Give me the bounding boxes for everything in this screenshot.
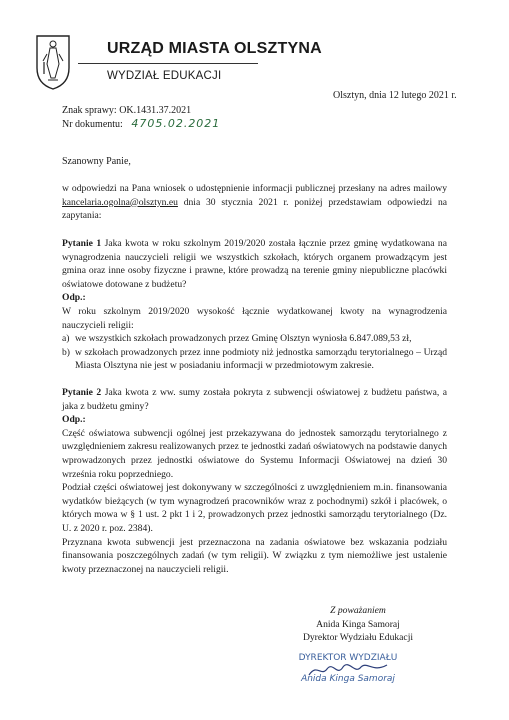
organization-name: URZĄD MIASTA OLSZTYNA [107, 40, 322, 57]
salutation: Szanowny Panie, [62, 156, 131, 167]
answer-2-paragraph-3: Przyznana kwota subwencji jest przeznaczona na zadania oświatowe bez wskazania podziału finansowania poszczególnych zadań (w tym religii). W związku z tym niemożliwe jest ustalenie kwoty przeznaczonej na nauczycieli religii. [62, 536, 447, 575]
signature-block [243, 604, 473, 645]
answer-2-paragraph-1: Część oświatowa subwencji ogólnej jest przekazywana do jednostek samorządu terytorialnego z uwzględnieniem zakresu realizowanych przez te jednostki zadań oświatowych na podstawie danych wprowadzonych przez jednostki oświatowe do Systemu Informacji Oświatowej na dzień 30 września roku poprzedniego. [62, 427, 447, 480]
answer-2-paragraph-2: Podział części oświatowej jest dokonywany w szczególności z uwzględnieniem m.in. finansowania wydatków bieżących (w tym wynagrodzeń pracowników wraz z pochodnymi) szkół i placówek, o których mowa w § 1 ust. 2 pkt 1 i 2, prowadzonych przez jednostki samorządu terytorialnego (Dz. U. z 2020 r. poz. 2384). [62, 482, 447, 534]
email-address-link[interactable]: kancelaria.ogolna@olsztyn.eu [62, 196, 178, 208]
letter-date: Olsztyn, dnia 12 lutego 2021 r. [333, 90, 457, 101]
intro-text-1: w odpowiedzi na Pana wniosek o udostępnienie informacji publicznej przesłany na adres mailowy [62, 183, 447, 194]
intro-text-2: dnia 30 stycznia 2021 r. poniżej przedstawiam odpowiedzi na zapytania: [62, 196, 448, 222]
official-stamp [298, 652, 398, 686]
document-number-handwritten: 4705.02.2021 [131, 117, 221, 130]
question-1-label: Pytanie 1 [62, 238, 102, 249]
answer-2-label: Odp.: [62, 414, 86, 426]
answer-1-item-a [62, 332, 447, 346]
answer-1-item-b [62, 346, 447, 373]
list-marker: b) [62, 346, 70, 358]
signatory-name: Anida Kinga Samoraj [316, 618, 400, 630]
case-number: Znak sprawy: OK.1431.37.2021 [62, 105, 192, 116]
document-number-label: Nr dokumentu: [62, 119, 123, 130]
olsztyn-coat-of-arms-logo [35, 34, 71, 91]
signatory-title: Dyrektor Wydziału Edukacji [302, 632, 414, 644]
reference-block [62, 104, 220, 131]
intro-paragraph [62, 182, 447, 223]
answer-1-label: Odp.: [62, 292, 86, 304]
stamp-title: DYREKTOR WYDZIAŁU [298, 653, 398, 663]
list-item-text: we wszystkich szkołach prowadzonych przez Gminę Olsztyn wyniosła 6.847.089,53 zł, [75, 333, 412, 345]
document-number-row [62, 117, 220, 131]
stamp-name: Anida Kinga Samoraj [301, 674, 395, 684]
header-divider [78, 63, 258, 64]
department-name: WYDZIAŁ EDUKACJI [107, 70, 222, 82]
list-marker: a) [62, 333, 70, 345]
closing: Z poważaniem [330, 605, 386, 616]
question-1-block [62, 237, 447, 373]
question-2-text: Jaka kwota z ww. sumy została pokryta z subwencji oświatowej z budżetu państwa, a jaka z budżetu gminy? [62, 387, 447, 412]
question-1-text: Jaka kwota w roku szkolnym 2019/2020 została łącznie przez gminę wydatkowana na wynagrodzenia nauczycieli religii we wszystkich szkołach, których organem prowadzącym jest gmina oraz inne osoby fizyczne i prawne, które prowadzą na terenie gminy niepubliczne placówki oświatowe dotowane z budżetu? [62, 238, 447, 290]
list-item-text: w szkołach prowadzonych przez inne podmioty niż jednostka samorządu terytorialnego – Urząd Miasta Olsztyna nie jest w posiadaniu informacji w przedmiotowym zakresie. [75, 346, 447, 372]
answer-1-intro: W roku szkolnym 2019/2020 wysokość łącznie wydatkowanej kwoty na wynagrodzenia nauczycieli religii: [62, 305, 447, 331]
question-2-label: Pytanie 2 [62, 387, 102, 398]
question-2-block [62, 386, 447, 576]
